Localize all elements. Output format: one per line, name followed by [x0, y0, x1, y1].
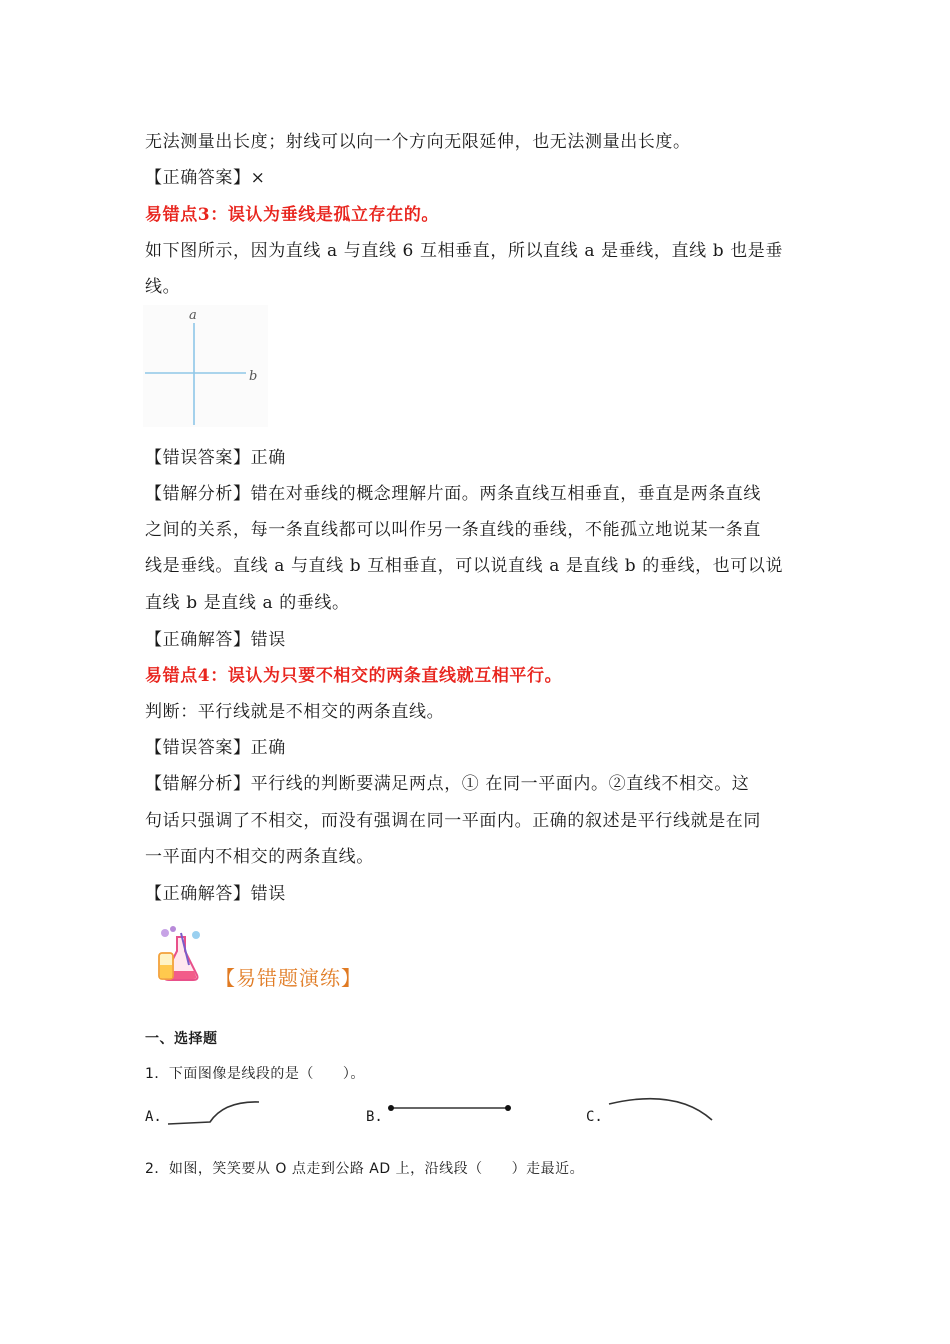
error-point-4-heading: 易错点4：误认为只要不相交的两条直线就互相平行。: [145, 666, 563, 686]
text-line: 线。: [145, 277, 181, 297]
option-a-label: A.: [145, 1109, 162, 1125]
question-1: 1．下面图像是线段的是（ ）。: [145, 1066, 365, 1082]
wrong-answer: 【错误答案】正确: [145, 738, 286, 758]
text-line: 句话只强调了不相交，而没有强调在同一平面内。正确的叙述是平行线就是在同: [145, 811, 761, 831]
wrong-answer: 【错误答案】正确: [145, 448, 286, 468]
correct-answer: 【正确答案】×: [145, 168, 266, 188]
option-a-curve: [166, 1097, 264, 1129]
option-b-label: B.: [366, 1109, 383, 1125]
practice-section-title: 【易错题演练】: [215, 966, 362, 990]
text-line: 【错解分析】平行线的判断要满足两点，① 在同一平面内。②直线不相交。这: [145, 774, 750, 794]
text-line: 直线 b 是直线 a 的垂线。: [145, 593, 350, 613]
error-point-3-heading: 易错点3：误认为垂线是孤立存在的。: [145, 205, 440, 225]
label-a: a: [189, 308, 197, 323]
correct-solution: 【正确解答】错误: [145, 884, 286, 904]
text-line: 一平面内不相交的两条直线。: [145, 847, 374, 867]
option-c-arc: [606, 1094, 718, 1124]
text-line: 【错解分析】错在对垂线的概念理解片面。两条直线互相垂直，垂直是两条直线: [145, 484, 761, 504]
label-b: b: [249, 369, 258, 384]
text-line: 如下图所示，因为直线 a 与直线 6 互相垂直，所以直线 a 是垂线，直线 b 也是垂: [145, 241, 783, 261]
text-line: 无法测量出长度；射线可以向一个方向无限延伸，也无法测量出长度。: [145, 132, 691, 152]
perpendicular-lines-figure: [143, 305, 268, 427]
question-2: 2．如图，笑笑要从 O 点走到公路 AD 上，沿线段（ ）走最近。: [145, 1161, 585, 1177]
option-b-segment: [385, 1102, 515, 1116]
correct-solution: 【正确解答】错误: [145, 630, 286, 650]
text-line: 判断：平行线就是不相交的两条直线。: [145, 702, 445, 722]
option-c-label: C.: [586, 1109, 603, 1125]
section-heading: 一、选择题: [145, 1031, 218, 1047]
text-line: 之间的关系，每一条直线都可以叫作另一条直线的垂线，不能孤立地说某一条直: [145, 520, 761, 540]
flask-icon: [155, 925, 205, 983]
text-line: 线是垂线。直线 a 与直线 b 互相垂直，可以说直线 a 是直线 b 的垂线，也可以说: [145, 556, 784, 576]
